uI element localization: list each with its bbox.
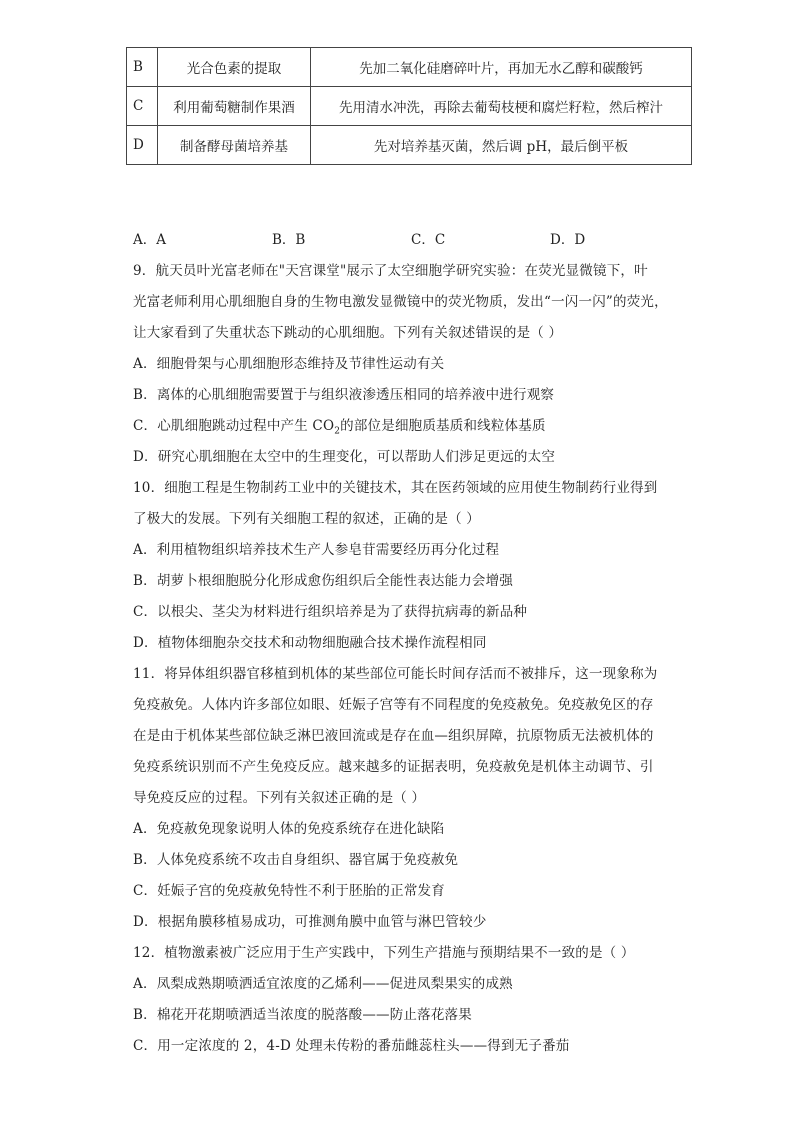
row-topic: 利用葡萄糖制作果酒 <box>158 87 311 126</box>
q9-option-b[interactable]: B．离体的心肌细胞需要置于与组织液渗透压相同的培养液中进行观察 <box>133 387 555 403</box>
q9-option-c-pre: C．心肌细胞跳动过程中产生 CO <box>133 418 335 434</box>
row-letter: D <box>127 126 158 165</box>
q12-option-c[interactable]: C．用一定浓度的 2，4-D 处理未传粉的番茄雌蕊柱头——得到无子番茄 <box>133 1038 570 1054</box>
option-a[interactable]: A．A <box>133 232 166 248</box>
q9-option-c-post: 的部位是细胞质基质和线粒体基质 <box>340 418 546 434</box>
q10-option-c[interactable]: C．以根尖、茎尖为材料进行组织培养是为了获得抗病毒的新品种 <box>133 604 528 620</box>
q9-stem-line: 9．航天员叶光富老师在"天宫课堂"展示了太空细胞学研究实验：在荧光显微镜下，叶 <box>133 263 648 279</box>
q9-option-a[interactable]: A．细胞骨架与心肌细胞形态维持及节律性运动有关 <box>133 356 445 372</box>
q11-option-a[interactable]: A．免疫赦免现象说明人体的免疫系统存在进化缺陷 <box>133 821 445 837</box>
table-row <box>127 87 692 126</box>
table-row <box>127 48 692 87</box>
q10-option-a[interactable]: A．利用植物组织培养技术生产人参皂苷需要经历再分化过程 <box>133 542 500 558</box>
row-letter: C <box>127 87 158 126</box>
q11-option-d[interactable]: D．根据角膜移植易成功，可推测角膜中血管与淋巴管较少 <box>133 914 487 930</box>
row-method: 先对培养基灭菌，然后调 pH，最后倒平板 <box>311 126 692 165</box>
q9-option-d[interactable]: D．研究心肌细胞在太空中的生理变化，可以帮助人们涉足更远的太空 <box>133 449 556 465</box>
options-table <box>126 47 692 165</box>
table-row <box>127 126 692 165</box>
q10-option-b[interactable]: B．胡萝卜根细胞脱分化形成愈伤组织后全能性表达能力会增强 <box>133 573 514 589</box>
option-c[interactable]: C．C <box>411 232 446 248</box>
q12-stem: 12．植物激素被广泛应用于生产实践中，下列生产措施与预期结果不一致的是（ ） <box>133 945 635 961</box>
q9-stem-line: 光富老师利用心肌细胞自身的生物电激发显微镜中的荧光物质，发出“一闪一闪”的荧光， <box>133 294 668 310</box>
q11-stem-line: 在是由于机体某些部位缺乏淋巴液回流或是存在血—组织屏障，抗原物质无法被机体的 <box>133 728 654 744</box>
row-topic: 制备酵母菌培养基 <box>158 126 311 165</box>
q11-option-b[interactable]: B．人体免疫系统不攻击自身组织、器官属于免疫赦免 <box>133 852 459 868</box>
q9-option-c[interactable] <box>133 414 546 437</box>
q12-option-a[interactable]: A．凤梨成熟期喷洒适宜浓度的乙烯利——促进凤梨果实的成熟 <box>133 976 513 992</box>
row-letter: B <box>127 48 158 87</box>
q10-stem-line: 10．细胞工程是生物制药工业中的关键技术，其在医药领域的应用使生物制药行业得到 <box>133 480 658 496</box>
row-topic: 光合色素的提取 <box>158 48 311 87</box>
q9-stem-line: 让大家看到了失重状态下跳动的心肌细胞。下列有关叙述错误的是（ ） <box>133 325 563 341</box>
q11-option-c[interactable]: C．妊娠子宫的免疫赦免特性不利于胚胎的正常发育 <box>133 883 445 899</box>
subscript-2: 2 <box>334 426 341 437</box>
row-method: 先用清水冲洗，再除去葡萄枝梗和腐烂籽粒，然后榨汁 <box>311 87 692 126</box>
q12-option-b[interactable]: B．棉花开花期喷洒适当浓度的脱落酸——防止落花落果 <box>133 1007 472 1023</box>
q11-stem-line: 免疫赦免。人体内许多部位如眼、妊娠子宫等有不同程度的免疫赦免。免疫赦免区的存 <box>133 697 654 713</box>
row-method: 先加二氧化硅磨碎叶片，再加无水乙醇和碳酸钙 <box>311 48 692 87</box>
q11-stem-line: 11．将异体组织器官移植到机体的某些部位可能长时间存活而不被排斥，这一现象称为 <box>133 666 658 682</box>
option-d[interactable]: D．D <box>550 232 586 248</box>
q10-stem-line: 了极大的发展。下列有关细胞工程的叙述，正确的是（ ） <box>133 511 480 527</box>
q10-option-d[interactable]: D．植物体细胞杂交技术和动物细胞融合技术操作流程相同 <box>133 635 487 651</box>
q11-stem-line: 免疫系统识别而不产生免疫反应。越来越多的证据表明，免疫赦免是机体主动调节、引 <box>133 759 654 775</box>
option-b[interactable]: B．B <box>272 232 306 248</box>
q11-stem-line: 导免疫反应的过程。下列有关叙述正确的是（ ） <box>133 790 426 806</box>
